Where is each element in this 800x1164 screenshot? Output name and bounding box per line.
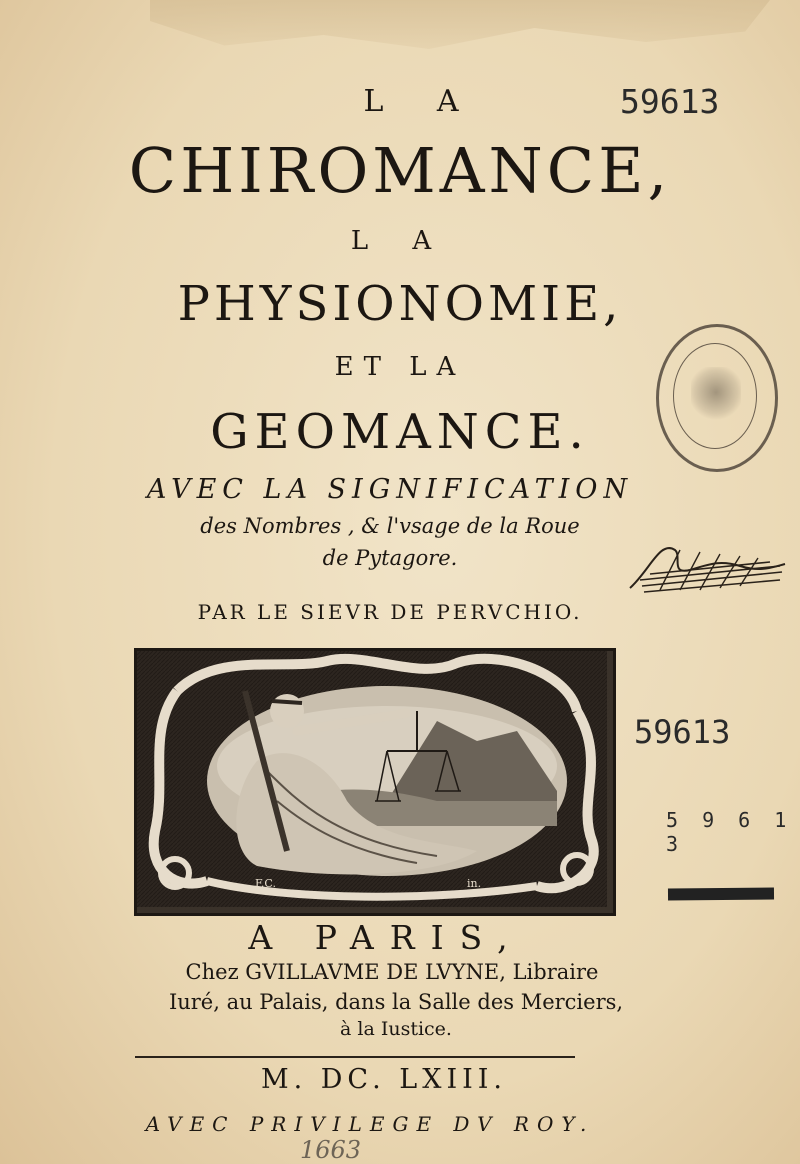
title-article-2: L A: [350, 226, 450, 256]
justice-engraving: [137, 651, 607, 907]
title-conjunction: ET LA: [334, 352, 466, 382]
engraved-vignette: [134, 648, 616, 916]
vignette-signature-left: F.C.: [255, 877, 276, 890]
imprint-rule: [135, 1056, 575, 1058]
library-seal-stamp: [656, 324, 778, 472]
title-geomance: GEOMANCE.: [210, 404, 590, 460]
imprint-year: M. DC. LXIII.: [260, 1064, 508, 1095]
subtitle-line-1: AVEC LA SIGNIFICATION: [146, 474, 634, 505]
call-number-top: 59613: [620, 82, 720, 121]
title-article-1: L A: [363, 84, 481, 119]
author-line: PAR LE SIEVR DE PERVCHIO.: [197, 600, 583, 624]
imprint-address: Iuré, au Palais, dans la Salle des Merciers,: [168, 990, 624, 1014]
struck-signature: [620, 530, 790, 600]
call-number-middle: 59613: [634, 713, 731, 751]
title-chiromance: CHIROMANCE,: [128, 134, 672, 207]
torn-edge: [150, 0, 770, 70]
imprint-place: A PARIS,: [248, 918, 524, 957]
imprint-privilege: AVEC PRIVILEGE DV ROY.: [145, 1112, 595, 1136]
subtitle-line-2: des Nombres , & l'vsage de la Roue: [200, 514, 580, 538]
imprint-publisher: Chez GVILLAVME DE LVYNE, Libraire: [185, 960, 599, 984]
handwritten-year: 1663: [300, 1136, 362, 1164]
call-number-small: 5 9 6 1 3: [666, 808, 793, 856]
ink-strike-bar: [668, 888, 774, 901]
seal-figure: [691, 367, 741, 423]
imprint-sign: à la Iustice.: [340, 1018, 452, 1040]
subtitle-line-3: de Pytagore.: [322, 546, 458, 570]
title-physionomie: PHYSIONOMIE,: [177, 276, 623, 332]
vignette-signature-right: in.: [467, 877, 482, 890]
